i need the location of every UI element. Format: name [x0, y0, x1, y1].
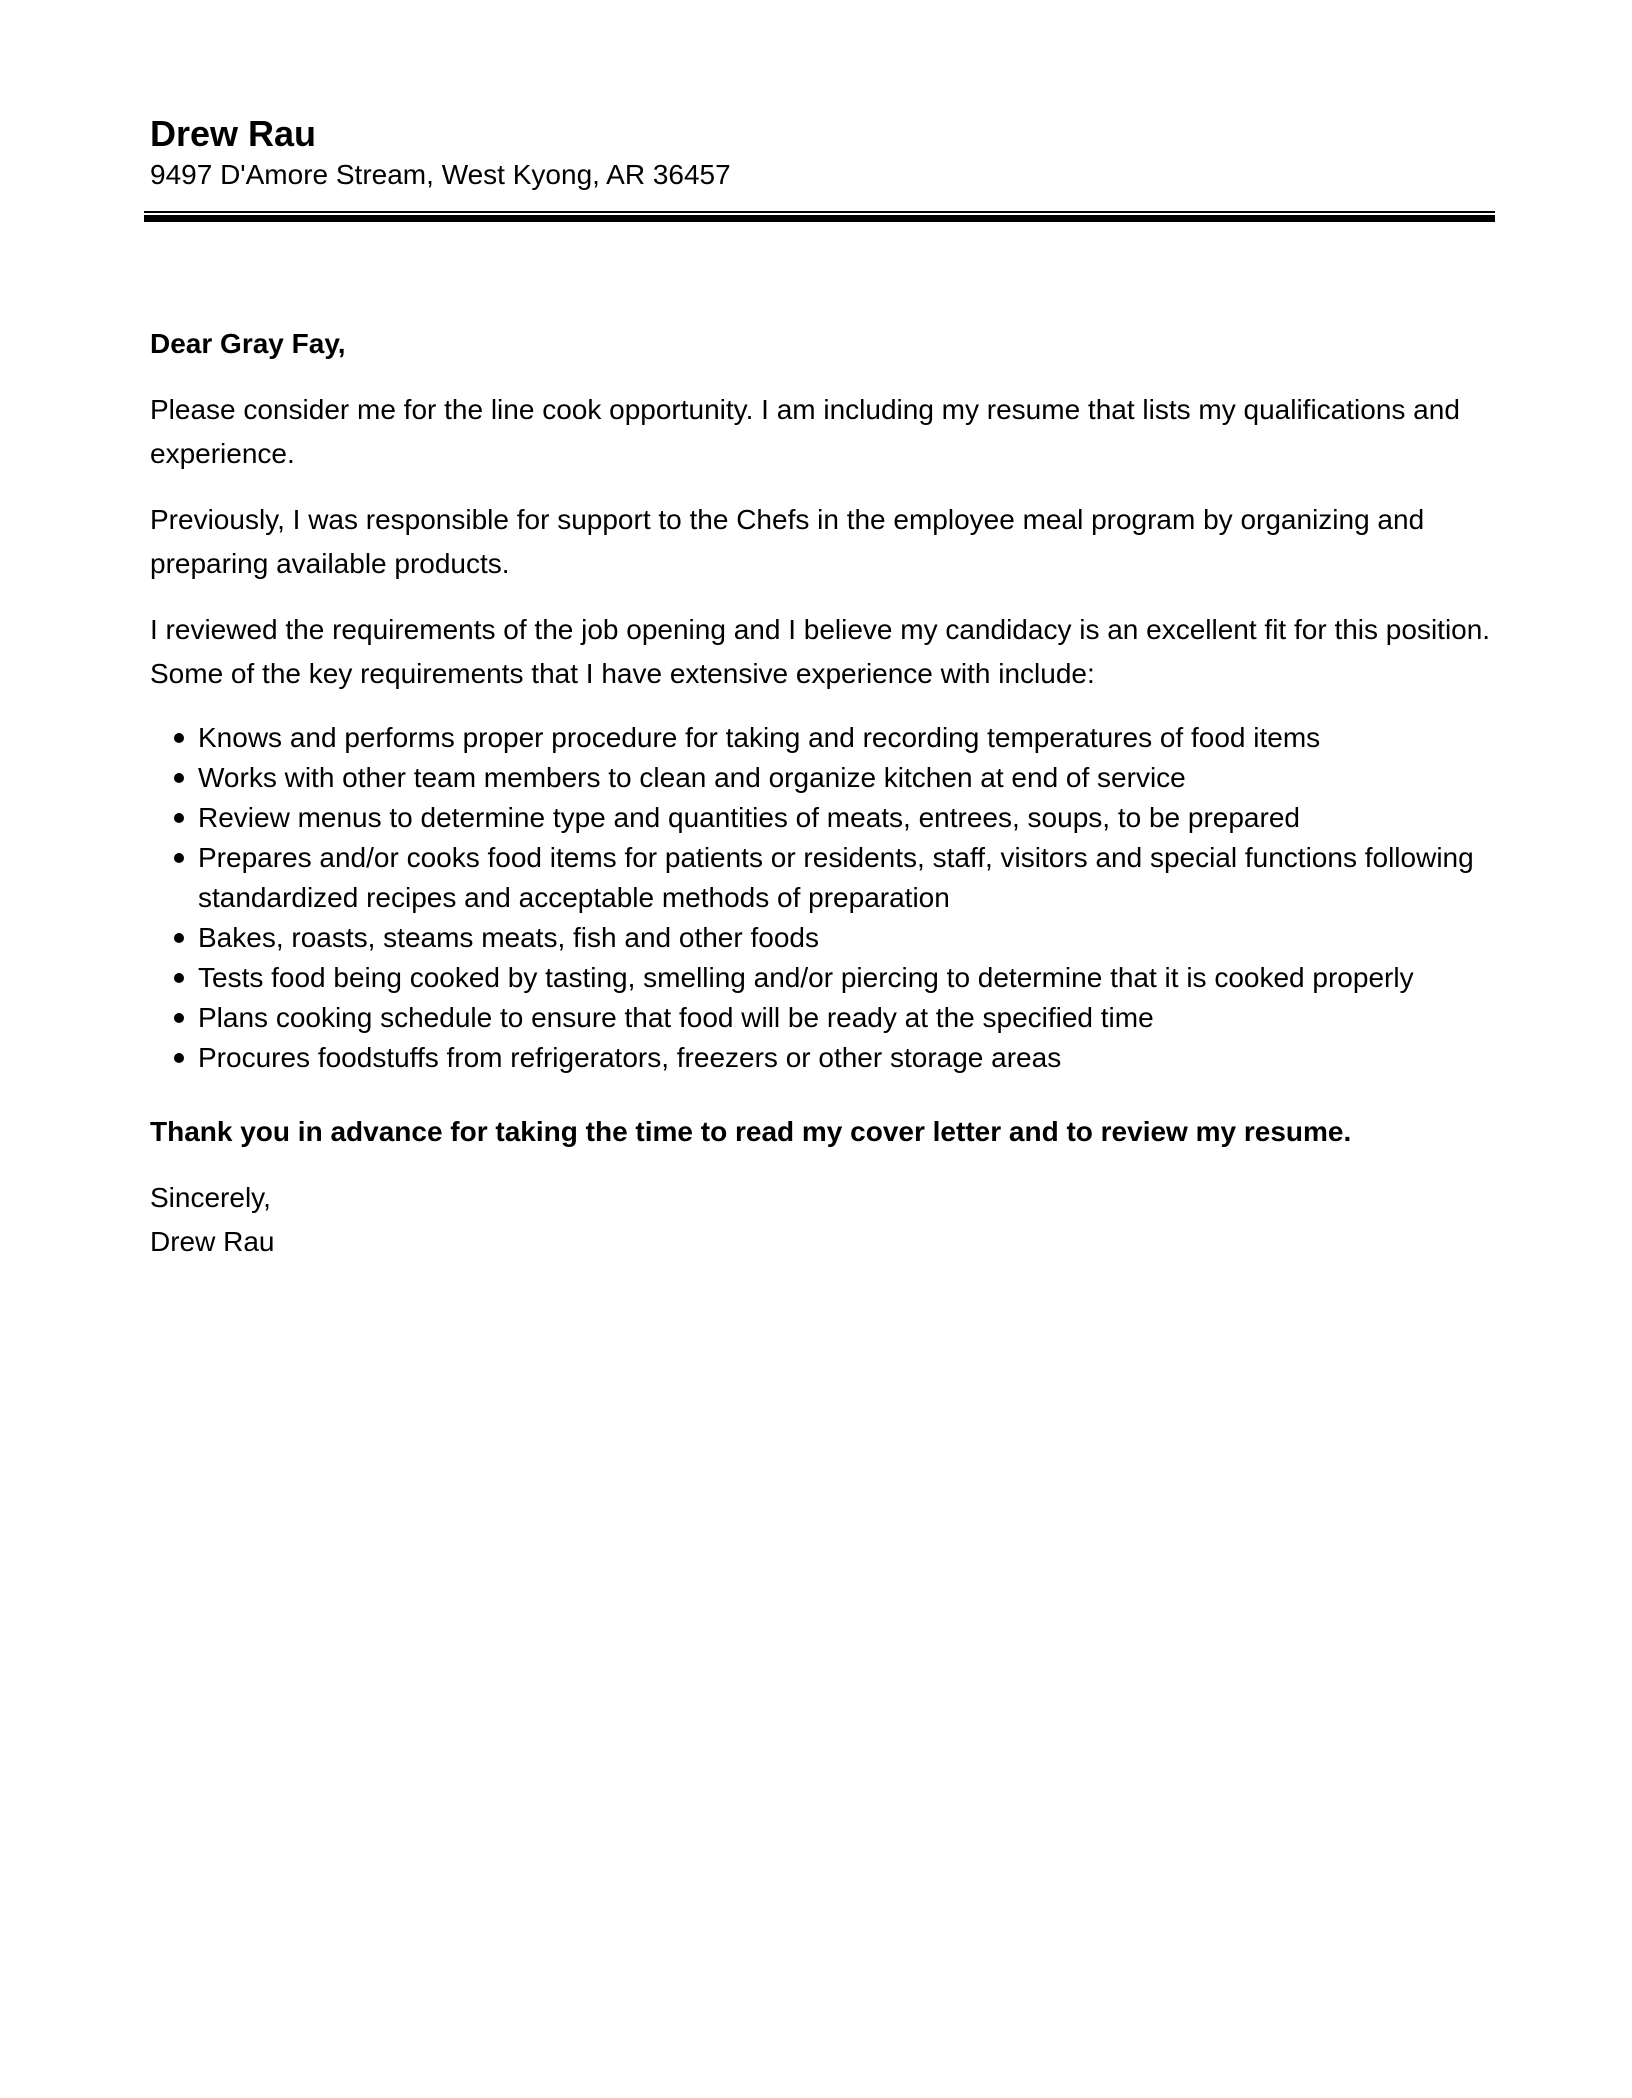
bullet-icon: [174, 773, 184, 783]
bullet-icon: [174, 733, 184, 743]
requirements-list: [150, 718, 1500, 1078]
bullet-icon: [174, 1053, 184, 1063]
list-item-text: Works with other team members to clean and organize kitchen at end of service: [198, 762, 1186, 793]
list-item: [198, 758, 1500, 798]
bullet-icon: [174, 813, 184, 823]
paragraph-experience: Previously, I was responsible for support to the Chefs in the employee meal program by organizing and preparing available products.: [150, 504, 1425, 579]
list-item-text: Bakes, roasts, steams meats, fish and other foods: [198, 922, 819, 953]
bullet-icon: [174, 853, 184, 863]
list-item-text: Tests food being cooked by tasting, smelling and/or piercing to determine that it is cooked properly: [198, 962, 1414, 993]
list-item: [198, 1038, 1500, 1078]
bullet-icon: [174, 973, 184, 983]
list-item: [198, 718, 1500, 758]
letter-body: [150, 322, 1500, 1264]
sender-name: Drew Rau: [150, 113, 317, 154]
list-item: [198, 998, 1500, 1038]
signature-name: Drew Rau: [150, 1226, 275, 1257]
paragraph-requirements: I reviewed the requirements of the job opening and I believe my candidacy is an excellent fit for this position. Some of the key requirements that I have extensive experience with include:: [150, 614, 1491, 689]
list-item-text: Knows and performs proper procedure for taking and recording temperatures of food items: [198, 722, 1321, 753]
list-item-text: Procures foodstuffs from refrigerators, freezers or other storage areas: [198, 1042, 1062, 1073]
header-divider: [144, 211, 1495, 222]
list-item: [198, 798, 1500, 838]
list-item: [198, 918, 1500, 958]
bullet-icon: [174, 1013, 184, 1023]
list-item-text: Review menus to determine type and quantities of meats, entrees, soups, to be prepared: [198, 802, 1300, 833]
list-item-text: Plans cooking schedule to ensure that food will be ready at the specified time: [198, 1002, 1154, 1033]
bullet-icon: [174, 933, 184, 943]
letter-header: [150, 112, 1495, 194]
sender-address: 9497 D'Amore Stream, West Kyong, AR 36457: [150, 159, 731, 190]
divider-thick-line: [144, 215, 1495, 222]
list-item: [198, 838, 1500, 918]
list-item: [198, 958, 1500, 998]
salutation: Dear Gray Fay,: [150, 328, 346, 359]
signoff: Sincerely,: [150, 1182, 271, 1213]
divider-thin-line: [144, 211, 1495, 213]
paragraph-intro: Please consider me for the line cook opportunity. I am including my resume that lists my qualifications and experience.: [150, 394, 1460, 469]
closing-statement: Thank you in advance for taking the time to read my cover letter and to review my resume.: [150, 1116, 1352, 1147]
list-item-text: Prepares and/or cooks food items for patients or residents, staff, visitors and special functions following standardized recipes and acceptable methods of preparation: [198, 842, 1474, 913]
